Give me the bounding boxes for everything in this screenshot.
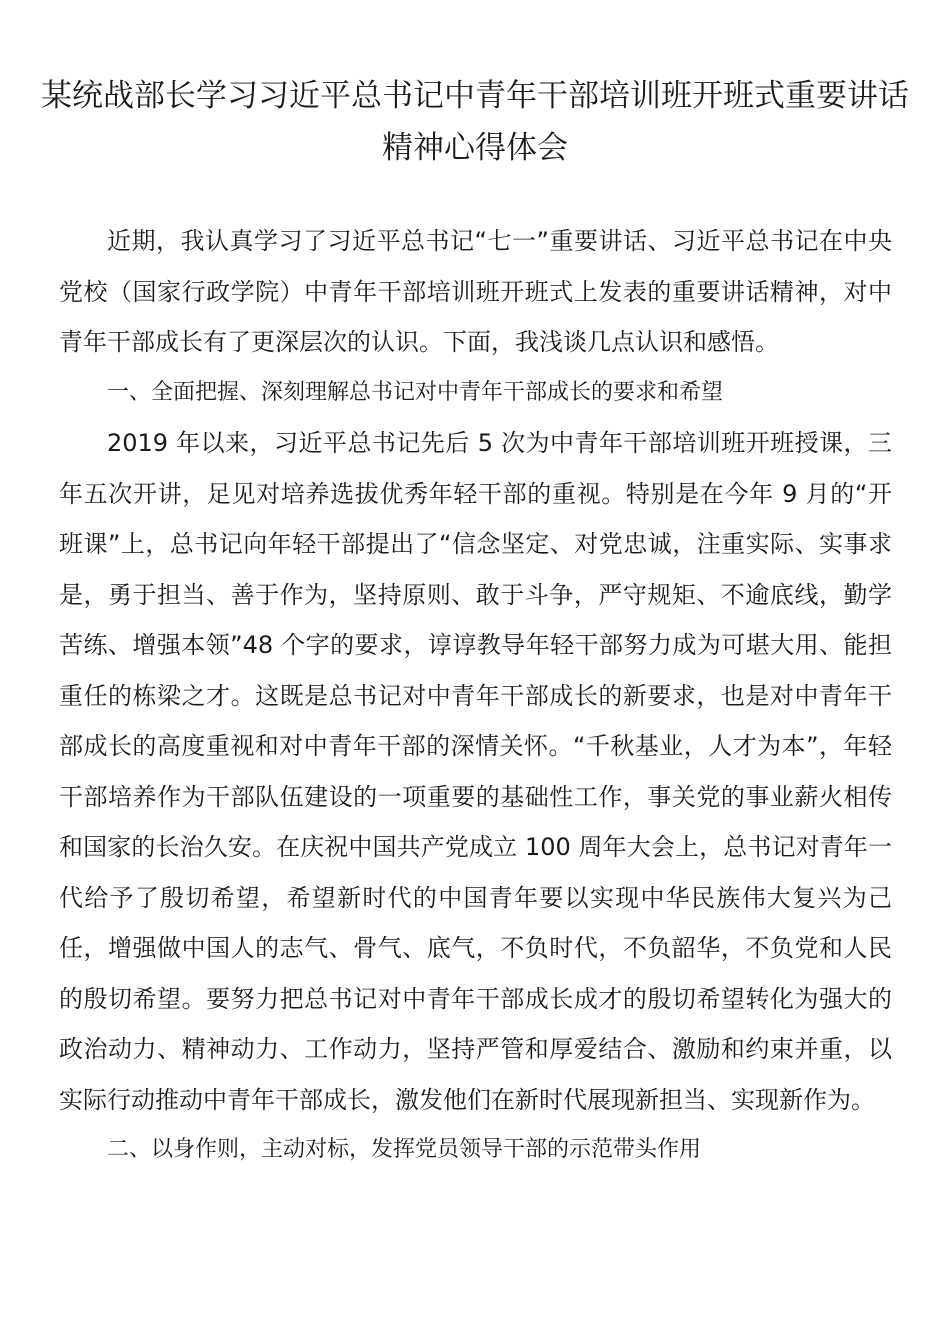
intro-paragraph: 近期，我认真学习了习近平总书记“七一”重要讲话、习近平总书记在中央党校（国家行政学院）中青年干部培训班开班式上发表的重要讲话精神，对中青年干部成长有了更深层次的认识。下面，我浅谈几点认识和感悟。: [59, 227, 892, 356]
section-2-heading: 二、以身作则，主动对标，发挥党员领导干部的示范带头作用: [107, 1137, 702, 1162]
document-body: [59, 216, 892, 1176]
section-1-heading: 一、全面把握、深刻理解总书记对中青年干部成长的要求和希望: [107, 379, 724, 405]
section-1-paragraph: 2019 年以来，习近平总书记先后 5 次为中青年干部培训班开班授课，三年五次开讲，足见对培养选拔优秀年轻干部的重视。特别是在今年 9 月的“开班课”上，总书记向年轻干部提出了“信念坚定、对党忠诚，注重实际、实事求是，勇于担当、善于作为，坚持原则、敢于斗争，严守规矩、不逾底线，勤学苦练、增强本领”48 个字的要求，谆谆教导年轻干部努力成为可堪大用、能担重任的栋梁之才。这既是总书记对中青年干部成长的新要求，也是对中青年干部成长的高度重视和对中青年干部的深情关怀。“千秋基业，人才为本”，年轻干部培养作为干部队伍建设的一项重要的基础性工作，事关党的事业薪火相传和国家的长治久安。在庆祝中国共产党成立 100 周年大会上，总书记对青年一代给予了殷切希望，希望新时代的中国青年要以实现中华民族伟大复兴为己任，增强做中国人的志气、骨气、底气，不负时代，不负韶华，不负党和人民的殷切希望。要努力把总书记对中青年干部成长成才的殷切希望转化为强大的政治动力、精神动力、工作动力，坚持严管和厚爱结合、激励和约束并重，以实际行动推动中青年干部成长，激发他们在新时代展现新担当、实现新作为。: [59, 429, 892, 1114]
document-title: 某统战部长学习习近平总书记中青年干部培训班开班式重要讲话精神心得体会: [41, 78, 909, 166]
